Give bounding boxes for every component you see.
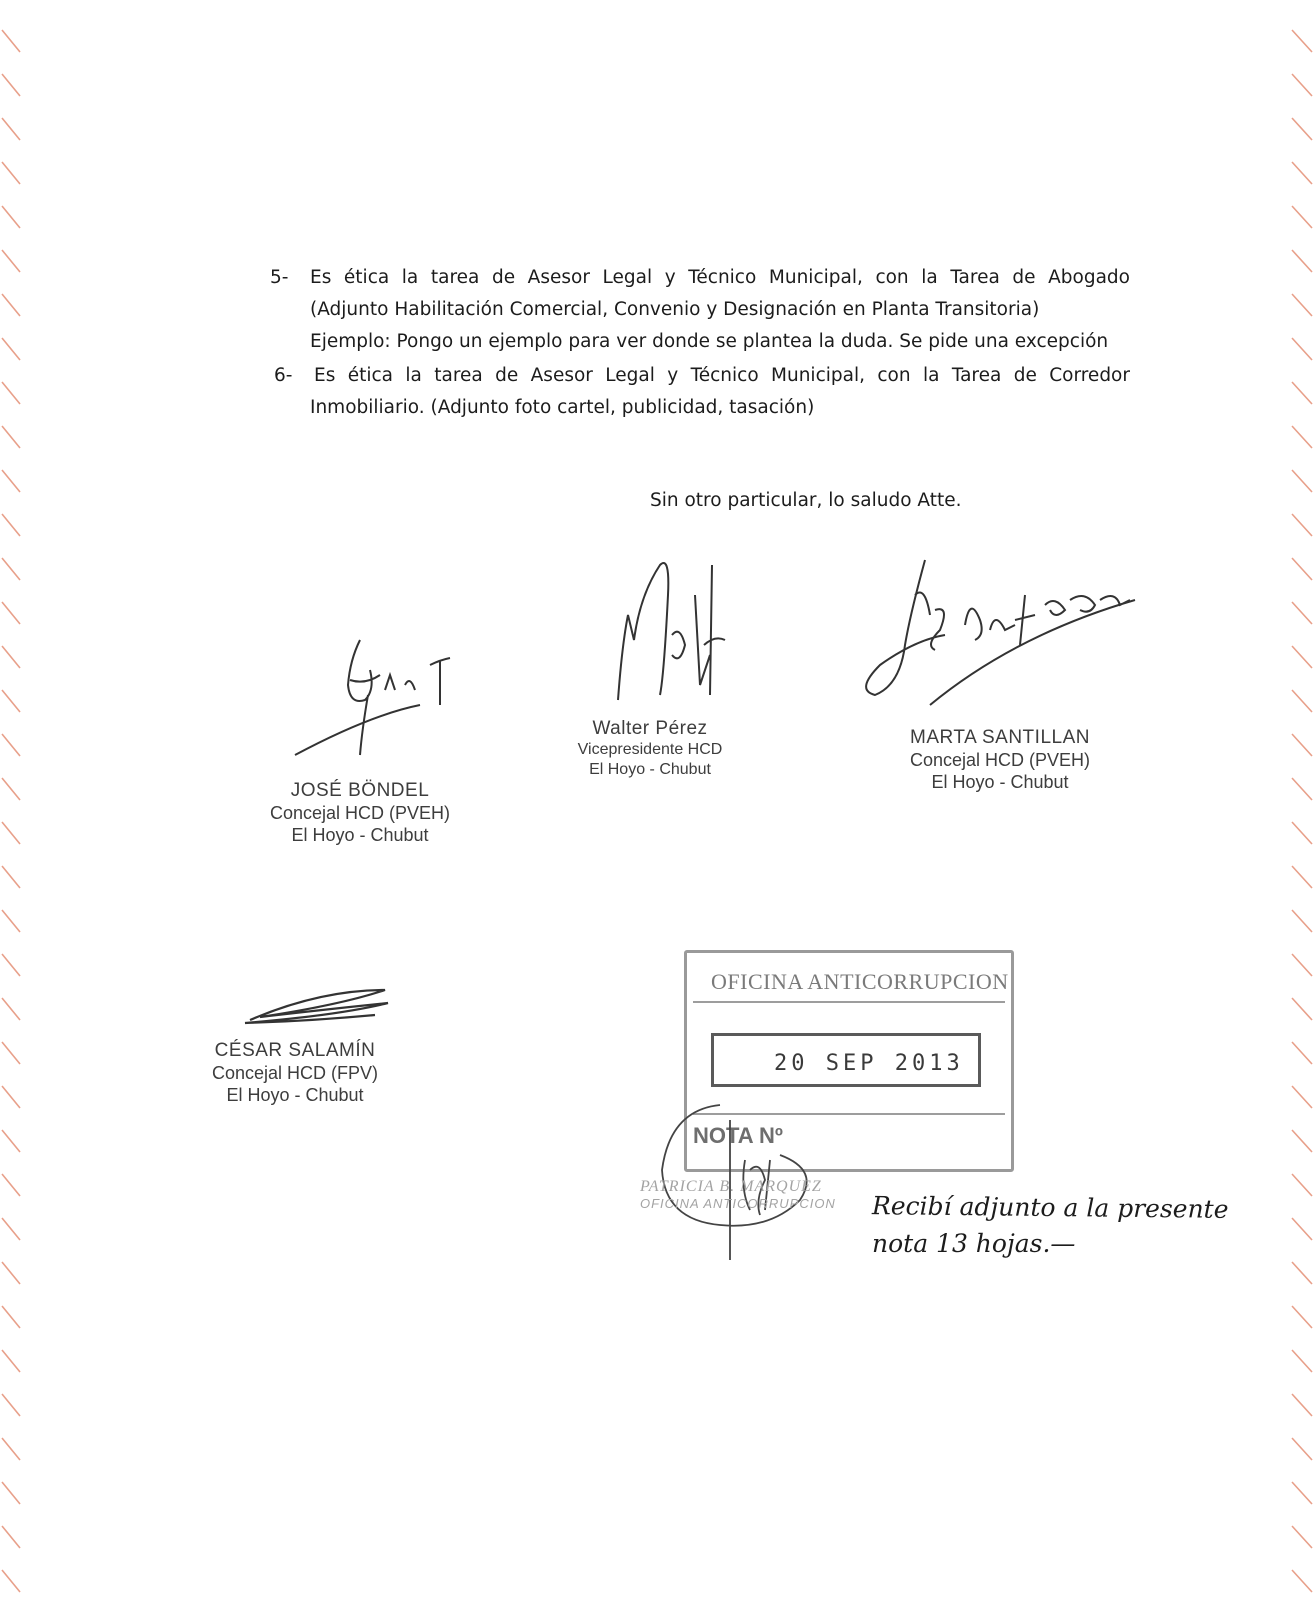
signature-bondel [290, 630, 470, 780]
perforation-mark [1292, 734, 1312, 756]
signature-salamin [220, 985, 400, 1045]
signatory-perez [550, 718, 750, 780]
perforation-mark [1292, 910, 1312, 932]
closing-salutation: Sin otro particular, lo saludo Atte. [650, 490, 962, 511]
stamp-date: 20 SEP 2013 [774, 1051, 964, 1076]
perforation-mark [2, 866, 20, 888]
perforation-mark [2, 690, 20, 712]
perforation-mark [2, 470, 20, 492]
item-text-line: Es ética la tarea de Asesor Legal y Técnico Municipal, con la Tarea de Corredor [314, 365, 1130, 386]
perforation-mark [1292, 1526, 1312, 1548]
perforation-mark [2, 1130, 20, 1152]
perforation-mark [2, 734, 20, 756]
perforation-mark [1292, 998, 1312, 1020]
perforation-mark [1292, 1306, 1312, 1328]
perforation-mark [2, 1570, 20, 1592]
handwritten-receipt-note [872, 1190, 1228, 1262]
perforation-mark [2, 250, 20, 272]
official-name: PATRICIA B. MARQUEZ [640, 1178, 822, 1195]
note-line: Recibí adjunto a la presente [871, 1191, 1229, 1224]
perforation-mark [2, 1526, 20, 1548]
signatory-bondel [250, 780, 470, 846]
perforation-mark [1292, 1042, 1312, 1064]
perforation-mark [2, 646, 20, 668]
perforation-mark [1292, 1174, 1312, 1196]
signature-perez [600, 535, 750, 735]
perforation-mark [2, 1394, 20, 1416]
signatory-santillan [890, 727, 1110, 793]
signatory-name: CÉSAR SALAMÍN [214, 1040, 376, 1061]
perforation-mark [2, 74, 20, 96]
signatory-role: Concejal HCD (PVEH) [909, 750, 1091, 770]
official-office: OFICINA ANTICORRUPCION [640, 1196, 836, 1211]
signatory-role: Vicepresidente HCD [577, 741, 723, 758]
right-perforation-marks [1288, 0, 1314, 1600]
perforation-mark [1292, 1262, 1312, 1284]
perforation-mark [1292, 206, 1312, 228]
perforation-mark [2, 30, 20, 52]
perforation-mark [2, 1042, 20, 1064]
perforation-mark [2, 426, 20, 448]
perforation-mark [1292, 118, 1312, 140]
perforation-mark [1292, 162, 1312, 184]
perforation-mark [1292, 690, 1312, 712]
signatory-place: El Hoyo - Chubut [931, 772, 1069, 792]
item-text-line: (Adjunto Habilitación Comercial, Convenio y Designación en Planta Transitoria) [310, 299, 1040, 320]
perforation-mark [1292, 866, 1312, 888]
perforation-mark [1292, 250, 1312, 272]
item-text-line: Es ética la tarea de Asesor Legal y Técnico Municipal, con la Tarea de Abogado [310, 267, 1130, 288]
question-list [270, 262, 1130, 424]
perforation-mark [2, 558, 20, 580]
perforation-mark [2, 338, 20, 360]
list-item [270, 262, 1130, 358]
item-text-line: Ejemplo: Pongo un ejemplo para ver donde se plantea la duda. Se pide una excepción [310, 331, 1109, 352]
perforation-mark [2, 162, 20, 184]
perforation-mark [2, 1482, 20, 1504]
stamp-office: OFICINA ANTICORRUPCION [711, 969, 1009, 994]
signature-receiver [650, 1060, 830, 1240]
perforation-mark [2, 602, 20, 624]
perforation-mark [2, 382, 20, 404]
item-number: 5- [270, 267, 289, 288]
signatory-name: Walter Pérez [592, 718, 708, 739]
perforation-mark [2, 294, 20, 316]
perforation-mark [1292, 514, 1312, 536]
perforation-mark [1292, 1350, 1312, 1372]
perforation-mark [1292, 822, 1312, 844]
perforation-mark [2, 954, 20, 976]
item-number: 6- [274, 365, 293, 386]
left-perforation-marks [0, 0, 26, 1600]
note-line: nota 13 hojas.— [872, 1229, 1076, 1258]
receiving-official [640, 1178, 836, 1211]
perforation-mark [1292, 382, 1312, 404]
perforation-mark [1292, 1570, 1312, 1592]
stamp-nota-label: NOTA Nº [693, 1123, 783, 1148]
perforation-mark [1292, 1394, 1312, 1416]
signatory-role: Concejal HCD (FPV) [211, 1063, 379, 1083]
perforation-mark [2, 1086, 20, 1108]
perforation-mark [2, 514, 20, 536]
perforation-mark [1292, 1086, 1312, 1108]
perforation-mark [2, 1218, 20, 1240]
perforation-mark [1292, 1482, 1312, 1504]
signatory-name: JOSÉ BÖNDEL [290, 780, 430, 801]
perforation-mark [2, 1438, 20, 1460]
perforation-mark [1292, 30, 1312, 52]
signatory-place: El Hoyo - Chubut [589, 761, 711, 778]
perforation-mark [2, 998, 20, 1020]
signatory-salamin [190, 1040, 400, 1106]
signatory-name: MARTA SANTILLAN [910, 727, 1090, 748]
perforation-mark [2, 822, 20, 844]
perforation-mark [1292, 1130, 1312, 1152]
perforation-mark [1292, 778, 1312, 800]
perforation-mark [1292, 426, 1312, 448]
signatory-role: Concejal HCD (PVEH) [269, 803, 451, 823]
perforation-mark [1292, 1438, 1312, 1460]
perforation-mark [1292, 294, 1312, 316]
perforation-mark [1292, 558, 1312, 580]
perforation-mark [2, 1350, 20, 1372]
perforation-mark [1292, 954, 1312, 976]
perforation-mark [1292, 470, 1312, 492]
signature-santillan [855, 555, 1145, 735]
perforation-mark [1292, 338, 1312, 360]
signatory-place: El Hoyo - Chubut [226, 1085, 364, 1105]
perforation-mark [2, 778, 20, 800]
signatory-place: El Hoyo - Chubut [291, 825, 429, 845]
perforation-mark [2, 1174, 20, 1196]
perforation-mark [1292, 1218, 1312, 1240]
perforation-mark [2, 206, 20, 228]
perforation-mark [2, 1262, 20, 1284]
perforation-mark [1292, 646, 1312, 668]
perforation-mark [2, 118, 20, 140]
perforation-mark [1292, 74, 1312, 96]
perforation-mark [2, 910, 20, 932]
perforation-mark [1292, 602, 1312, 624]
perforation-mark [2, 1306, 20, 1328]
item-text-line: Inmobiliario. (Adjunto foto cartel, publicidad, tasación) [310, 397, 815, 418]
list-item [270, 360, 1130, 424]
